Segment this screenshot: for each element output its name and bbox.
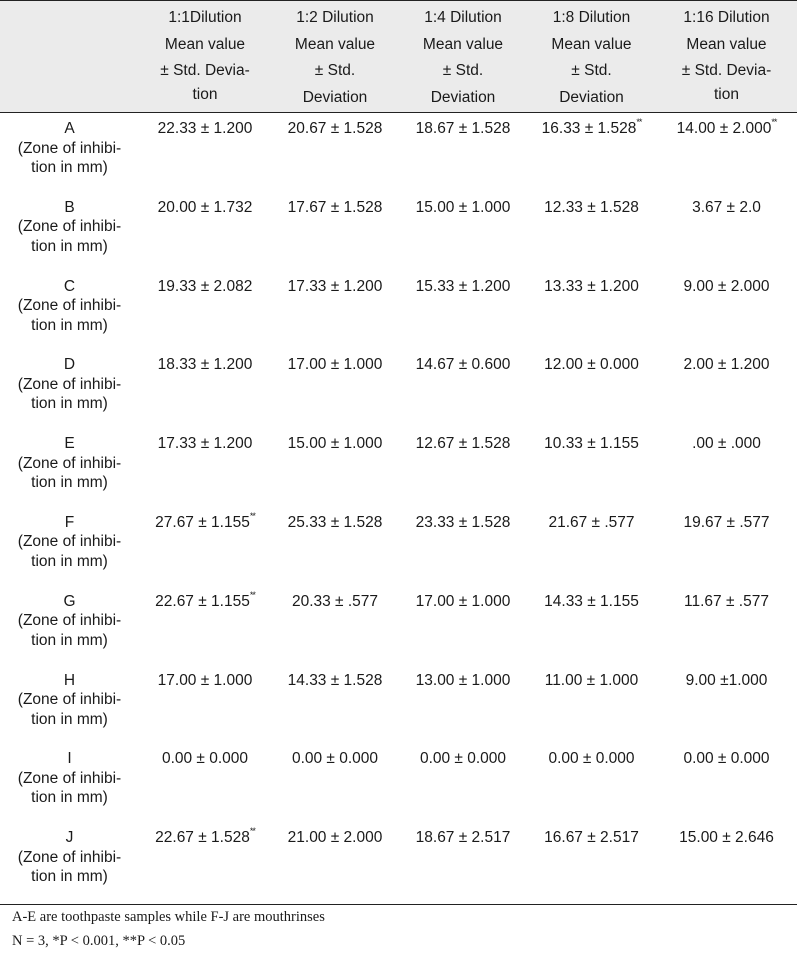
mean-sd-value bbox=[402, 349, 524, 375]
mean-sd-value bbox=[530, 743, 653, 769]
value-cell bbox=[527, 586, 656, 665]
sample-id: E bbox=[64, 435, 75, 453]
header-line: ± Std. Devia- bbox=[681, 62, 772, 79]
header-cell-dilution bbox=[399, 1, 527, 113]
value-cell bbox=[139, 192, 271, 271]
mean-sd-value bbox=[274, 271, 396, 297]
header-line: 1:1Dilution bbox=[168, 9, 242, 26]
table-row bbox=[0, 743, 797, 822]
mean-sd-value bbox=[530, 586, 653, 612]
header-label bbox=[142, 1, 268, 104]
value-cell bbox=[399, 586, 527, 665]
header-line: Mean value bbox=[164, 35, 246, 53]
header-row bbox=[0, 1, 797, 113]
value-text: 0.00 ± 0.000 bbox=[161, 750, 249, 768]
header-line: Deviation bbox=[302, 88, 368, 106]
header-cell-dilution bbox=[139, 1, 271, 113]
mean-sd-value bbox=[659, 428, 794, 454]
value-text: 15.00 ± 1.000 bbox=[415, 198, 511, 216]
value-cell bbox=[139, 586, 271, 665]
value-text: 17.00 ± 1.000 bbox=[287, 356, 383, 374]
mean-sd-value bbox=[659, 192, 794, 218]
value-text: 17.67 ± 1.528 bbox=[287, 198, 383, 216]
sample-cell bbox=[0, 428, 139, 507]
value-cell bbox=[139, 665, 271, 744]
mean-sd-value bbox=[274, 192, 396, 218]
value-cell bbox=[656, 822, 797, 905]
value-cell bbox=[399, 665, 527, 744]
header-line: ± Std. bbox=[442, 62, 484, 79]
header-line: Deviation bbox=[559, 88, 624, 106]
value-text: 16.67 ± 2.517 bbox=[544, 829, 639, 847]
mean-sd-value bbox=[142, 586, 268, 612]
mean-sd-value bbox=[274, 586, 396, 612]
mean-sd-value bbox=[530, 665, 653, 691]
table-footnotes bbox=[12, 905, 325, 953]
value-text: 14.00 ± 2.000 bbox=[676, 120, 772, 137]
sample-id: B bbox=[64, 198, 75, 216]
value-cell bbox=[399, 349, 527, 428]
mean-sd-value bbox=[659, 586, 794, 612]
value-text: 19.67 ± .577 bbox=[683, 513, 770, 531]
zone-label: (Zone of inhibi- bbox=[17, 375, 122, 393]
significance-marker: ** bbox=[249, 510, 255, 521]
zone-label: (Zone of inhibi- bbox=[17, 218, 122, 236]
header-line: Mean value bbox=[294, 35, 376, 53]
value-cell bbox=[399, 271, 527, 350]
header-line: 1:4 Dilution bbox=[424, 9, 502, 26]
value-cell bbox=[656, 271, 797, 350]
significance-marker: ** bbox=[249, 826, 255, 837]
mean-sd-value bbox=[142, 743, 268, 769]
value-cell bbox=[656, 507, 797, 586]
value-text: 15.33 ± 1.200 bbox=[415, 277, 511, 295]
zone-label: (Zone of inhibi- bbox=[17, 848, 122, 866]
mean-sd-value bbox=[530, 192, 653, 218]
value-text: 20.00 ± 1.732 bbox=[157, 198, 253, 216]
header-cell-dilution bbox=[527, 1, 656, 113]
header-cell-sample bbox=[0, 1, 139, 113]
value-cell bbox=[399, 507, 527, 586]
mean-sd-value bbox=[659, 822, 794, 848]
mean-sd-value bbox=[142, 428, 268, 454]
header-line: 1:16 Dilution bbox=[683, 9, 770, 26]
value-text: 9.00 ±1.000 bbox=[685, 671, 768, 689]
header-cell-dilution bbox=[656, 1, 797, 113]
mean-sd-value bbox=[402, 586, 524, 612]
header-label bbox=[402, 1, 524, 111]
value-text: 17.33 ± 1.200 bbox=[287, 277, 383, 295]
zone-label: tion in mm) bbox=[31, 631, 108, 649]
mean-sd-value bbox=[142, 349, 268, 375]
zone-label: tion in mm) bbox=[31, 789, 108, 807]
mean-sd-value bbox=[530, 822, 653, 848]
significance-marker: ** bbox=[771, 117, 777, 127]
table-row bbox=[0, 586, 797, 665]
mean-sd-value bbox=[402, 743, 524, 769]
value-text: 16.33 ± 1.528 bbox=[541, 120, 637, 137]
value-text: 12.33 ± 1.528 bbox=[544, 198, 639, 216]
header-line: ± Std. Devia- bbox=[160, 62, 250, 79]
value-text: 21.67 ± .577 bbox=[548, 513, 635, 531]
value-cell bbox=[139, 428, 271, 507]
value-cell bbox=[527, 271, 656, 350]
value-cell bbox=[271, 743, 399, 822]
value-text: 21.00 ± 2.000 bbox=[287, 829, 383, 847]
value-cell bbox=[139, 507, 271, 586]
value-text: 14.67 ± 0.600 bbox=[415, 356, 511, 374]
mean-sd-value bbox=[142, 113, 268, 139]
sample-cell bbox=[0, 192, 139, 271]
mean-sd-value bbox=[274, 428, 396, 454]
value-text: 10.33 ± 1.155 bbox=[544, 435, 639, 453]
value-text: 18.67 ± 1.528 bbox=[415, 120, 511, 137]
header-line: ± Std. bbox=[314, 62, 356, 79]
mean-sd-value bbox=[402, 507, 524, 533]
value-text: 25.33 ± 1.528 bbox=[287, 513, 383, 531]
value-text: 22.67 ± 1.155 bbox=[155, 592, 250, 610]
value-text: 11.00 ± 1.000 bbox=[544, 671, 639, 689]
value-text: 13.00 ± 1.000 bbox=[415, 671, 511, 689]
sample-id: J bbox=[65, 829, 74, 847]
value-cell bbox=[139, 743, 271, 822]
value-text: 14.33 ± 1.528 bbox=[287, 671, 383, 689]
value-cell bbox=[656, 665, 797, 744]
header-line: Mean value bbox=[422, 35, 504, 53]
value-cell bbox=[139, 349, 271, 428]
value-cell bbox=[271, 349, 399, 428]
header-label bbox=[3, 1, 136, 5]
header-label bbox=[274, 1, 396, 111]
mean-sd-value bbox=[402, 665, 524, 691]
zone-label: tion in mm) bbox=[31, 710, 108, 728]
table-row bbox=[0, 113, 797, 192]
table-row bbox=[0, 507, 797, 586]
sample-cell bbox=[0, 113, 139, 192]
mean-sd-value bbox=[274, 822, 396, 848]
value-text: 15.00 ± 1.000 bbox=[287, 435, 383, 453]
value-text: 15.00 ± 2.646 bbox=[679, 829, 774, 847]
header-line: Deviation bbox=[430, 88, 496, 106]
value-cell bbox=[527, 349, 656, 428]
mean-sd-value bbox=[659, 113, 794, 139]
value-cell bbox=[656, 743, 797, 822]
sample-cell bbox=[0, 822, 139, 905]
mean-sd-value bbox=[659, 271, 794, 297]
table-row bbox=[0, 428, 797, 507]
value-cell bbox=[399, 743, 527, 822]
value-cell bbox=[527, 428, 656, 507]
zone-label: (Zone of inhibi- bbox=[17, 139, 122, 157]
zone-label: (Zone of inhibi- bbox=[17, 454, 122, 472]
value-text: 23.33 ± 1.528 bbox=[415, 513, 511, 531]
mean-sd-value bbox=[659, 349, 794, 375]
value-cell bbox=[139, 822, 271, 905]
significance-marker: ** bbox=[249, 589, 255, 600]
sample-id: D bbox=[63, 356, 76, 374]
mean-sd-value bbox=[142, 192, 268, 218]
footnote-samples: A-E are toothpaste samples while F-J are mouthrinses bbox=[12, 909, 325, 925]
sample-cell bbox=[0, 743, 139, 822]
header-line: 1:8 Dilution bbox=[552, 9, 631, 26]
mean-sd-value bbox=[530, 271, 653, 297]
zone-label: tion in mm) bbox=[31, 159, 108, 176]
sample-cell bbox=[0, 586, 139, 665]
value-text: 2.00 ± 1.200 bbox=[683, 356, 770, 374]
mean-sd-value bbox=[142, 822, 268, 848]
value-text: 9.00 ± 2.000 bbox=[683, 277, 770, 295]
value-cell bbox=[271, 428, 399, 507]
sample-cell bbox=[0, 507, 139, 586]
value-text: 20.33 ± .577 bbox=[291, 592, 379, 610]
value-cell bbox=[399, 822, 527, 905]
value-text: 22.67 ± 1.528 bbox=[155, 829, 250, 847]
value-cell bbox=[271, 271, 399, 350]
value-text: 27.67 ± 1.155 bbox=[155, 513, 250, 531]
value-text: 11.67 ± .577 bbox=[684, 592, 769, 610]
significance-marker: ** bbox=[636, 117, 642, 127]
value-text: 18.33 ± 1.200 bbox=[157, 356, 253, 374]
table-row bbox=[0, 822, 797, 905]
table-row bbox=[0, 271, 797, 350]
sample-id: C bbox=[63, 277, 76, 295]
value-text: 20.67 ± 1.528 bbox=[287, 120, 383, 137]
value-text: 14.33 ± 1.155 bbox=[544, 592, 639, 610]
value-text: 0.00 ± 0.000 bbox=[683, 750, 770, 768]
value-text: 0.00 ± 0.000 bbox=[291, 750, 379, 768]
mean-sd-value bbox=[402, 271, 524, 297]
value-text: .00 ± .000 bbox=[692, 435, 761, 453]
header-line: ± Std. bbox=[571, 62, 612, 79]
value-text: 3.67 ± 2.0 bbox=[692, 198, 761, 216]
mean-sd-value bbox=[402, 428, 524, 454]
table-row bbox=[0, 665, 797, 744]
header-line: Mean value bbox=[686, 35, 767, 53]
zone-label: tion in mm) bbox=[31, 237, 108, 255]
table-row bbox=[0, 192, 797, 271]
mean-sd-value bbox=[530, 507, 653, 533]
zone-label: tion in mm) bbox=[31, 316, 108, 334]
value-cell bbox=[271, 507, 399, 586]
value-cell bbox=[271, 192, 399, 271]
value-cell bbox=[527, 507, 656, 586]
zone-label: tion in mm) bbox=[31, 868, 108, 886]
zone-label: (Zone of inhibi- bbox=[17, 612, 122, 630]
mean-sd-value bbox=[142, 507, 268, 533]
mean-sd-value bbox=[402, 113, 524, 139]
zone-label: tion in mm) bbox=[31, 474, 108, 492]
sample-id: H bbox=[63, 671, 76, 689]
value-cell bbox=[139, 113, 271, 192]
value-text: 0.00 ± 0.000 bbox=[419, 750, 507, 768]
value-text: 17.33 ± 1.200 bbox=[157, 435, 253, 453]
sample-id: I bbox=[67, 750, 72, 768]
mean-sd-value bbox=[274, 349, 396, 375]
mean-sd-value bbox=[402, 822, 524, 848]
value-cell bbox=[399, 192, 527, 271]
value-cell bbox=[527, 192, 656, 271]
table-row bbox=[0, 349, 797, 428]
value-cell bbox=[527, 665, 656, 744]
mean-sd-value bbox=[530, 349, 653, 375]
value-text: 13.33 ± 1.200 bbox=[544, 277, 639, 295]
mean-sd-value bbox=[274, 113, 396, 139]
mean-sd-value bbox=[274, 743, 396, 769]
table-body bbox=[0, 113, 797, 905]
mean-sd-value bbox=[274, 665, 396, 691]
value-cell bbox=[399, 428, 527, 507]
zone-label: tion in mm) bbox=[31, 395, 108, 413]
mean-sd-value bbox=[659, 665, 794, 691]
header-line: tion bbox=[714, 85, 739, 103]
header-label bbox=[530, 1, 653, 111]
sample-id: A bbox=[64, 120, 75, 137]
mean-sd-value bbox=[659, 743, 794, 769]
value-text: 17.00 ± 1.000 bbox=[415, 592, 511, 610]
value-cell bbox=[271, 822, 399, 905]
header-line: tion bbox=[192, 85, 218, 103]
zone-label: tion in mm) bbox=[31, 552, 108, 570]
value-text: 19.33 ± 2.082 bbox=[157, 277, 253, 295]
sample-id: G bbox=[63, 592, 76, 610]
value-cell bbox=[656, 586, 797, 665]
mean-sd-value bbox=[274, 507, 396, 533]
mean-sd-value bbox=[142, 665, 268, 691]
mean-sd-value bbox=[142, 271, 268, 297]
value-cell bbox=[656, 113, 797, 192]
header-cell-dilution bbox=[271, 1, 399, 113]
value-cell bbox=[656, 349, 797, 428]
value-cell bbox=[656, 192, 797, 271]
header-line: Mean value bbox=[551, 35, 632, 53]
zone-label: (Zone of inhibi- bbox=[17, 691, 122, 709]
header-label bbox=[659, 1, 794, 104]
value-cell bbox=[271, 665, 399, 744]
value-text: 0.00 ± 0.000 bbox=[548, 750, 635, 768]
mean-sd-value bbox=[402, 192, 524, 218]
value-cell bbox=[271, 113, 399, 192]
value-text: 17.00 ± 1.000 bbox=[157, 671, 253, 689]
value-text: 22.33 ± 1.200 bbox=[157, 120, 253, 137]
value-cell bbox=[527, 743, 656, 822]
mean-sd-value bbox=[659, 507, 794, 533]
value-text: 12.67 ± 1.528 bbox=[415, 435, 511, 453]
footnote-significance: N = 3, *P < 0.001, **P < 0.05 bbox=[12, 933, 186, 949]
sample-cell bbox=[0, 665, 139, 744]
value-cell bbox=[656, 428, 797, 507]
zone-label: (Zone of inhibi- bbox=[17, 769, 122, 787]
header-line: 1:2 Dilution bbox=[296, 9, 374, 26]
value-cell bbox=[527, 113, 656, 192]
sample-cell bbox=[0, 271, 139, 350]
zone-label: (Zone of inhibi- bbox=[17, 533, 122, 551]
mean-sd-value bbox=[530, 113, 653, 139]
value-text: 12.00 ± 0.000 bbox=[544, 356, 639, 374]
value-cell bbox=[139, 271, 271, 350]
sample-id: F bbox=[64, 513, 75, 531]
mean-sd-value bbox=[530, 428, 653, 454]
value-cell bbox=[271, 586, 399, 665]
value-text: 18.67 ± 2.517 bbox=[415, 829, 511, 847]
sample-cell bbox=[0, 349, 139, 428]
value-cell bbox=[399, 113, 527, 192]
zone-label: (Zone of inhibi- bbox=[17, 297, 122, 315]
table-header bbox=[0, 1, 797, 113]
value-cell bbox=[527, 822, 656, 905]
